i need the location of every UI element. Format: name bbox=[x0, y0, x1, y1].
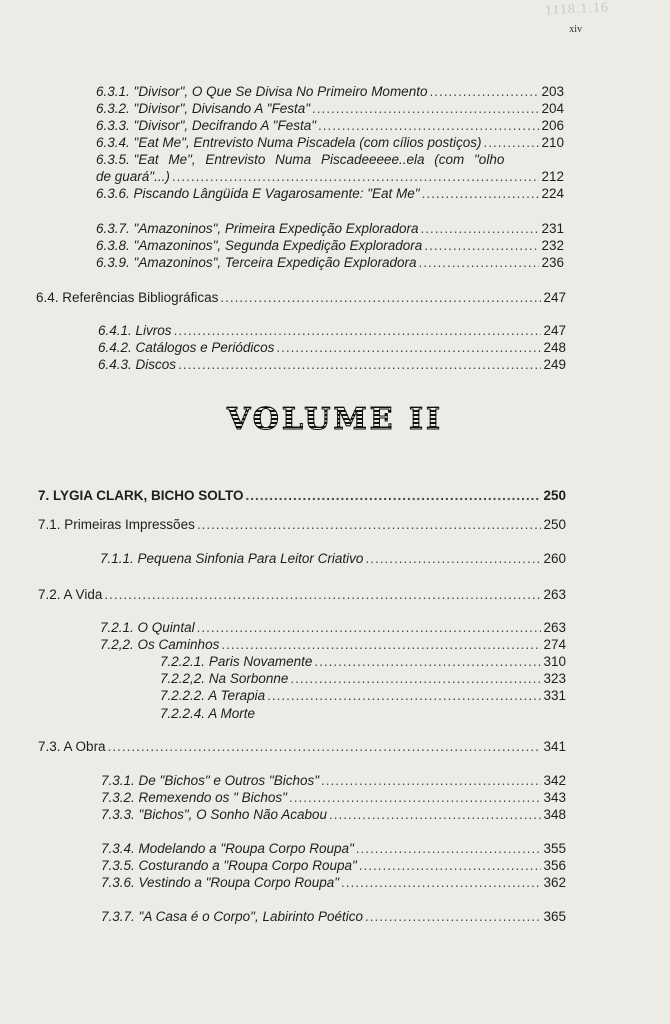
toc-page-number: 274 bbox=[543, 637, 566, 652]
toc-entry: 7.3.2. Remexendo os " Bichos" ..... 343 bbox=[101, 789, 566, 806]
toc-page-number: 247 bbox=[543, 290, 566, 305]
toc-page-number: 232 bbox=[541, 238, 564, 253]
toc-page-number: 355 bbox=[543, 841, 566, 856]
toc-entry: 6.3.6. Piscando Lângüida E Vagarosamente: "Eat Me" ..... 224 bbox=[96, 185, 564, 202]
toc-entry: 6.4.3. Discos ..... 249 bbox=[98, 356, 566, 373]
toc-page-number: 250 bbox=[543, 517, 566, 532]
leader-dots bbox=[108, 738, 542, 755]
leader-dots bbox=[221, 636, 541, 653]
toc-section-entry: 7.2. A Vida ..... 263 bbox=[38, 586, 566, 603]
toc-page-number: 356 bbox=[543, 858, 566, 873]
toc-page-number: 323 bbox=[543, 671, 566, 686]
toc-page-number: 341 bbox=[543, 739, 566, 754]
toc-entry: 6.3.8. "Amazoninos", Segunda Expedição Exploradora ..... 232 bbox=[96, 237, 564, 254]
leader-dots bbox=[276, 339, 541, 356]
toc-page-number: 224 bbox=[541, 186, 564, 201]
toc-entry: 7.3.6. Vestindo a "Roupa Corpo Roupa" ..... 362 bbox=[101, 874, 566, 891]
leader-dots bbox=[359, 857, 542, 874]
toc-entry: 7.2.2.4. A Morte bbox=[160, 706, 256, 721]
toc-entry: 7.1.1. Pequena Sinfonia Para Leitor Criativo ..... 260 bbox=[100, 550, 566, 567]
toc-page-number: 263 bbox=[543, 620, 566, 635]
toc-entry: 6.3.9. "Amazoninos", Terceira Expedição Exploradora ..... 236 bbox=[96, 254, 564, 271]
toc-entry: 6.3.1. "Divisor", O Que Se Divisa No Primeiro Momento ..... 203 bbox=[96, 83, 564, 100]
toc-page-number: 310 bbox=[543, 654, 566, 669]
leader-dots bbox=[365, 908, 541, 925]
toc-entry: 7.3.1. De "Bichos" e Outros "Bichos" ..... 342 bbox=[101, 772, 566, 789]
toc-section-entry: 6.4. Referências Bibliográficas ..... 247 bbox=[36, 289, 566, 306]
leader-dots bbox=[172, 168, 540, 185]
toc-entry: 7.3.3. "Bichos", O Sonho Não Acabou ..... 348 bbox=[101, 806, 566, 823]
leader-dots bbox=[104, 586, 541, 603]
leader-dots bbox=[365, 550, 541, 567]
toc-page-number: 212 bbox=[541, 169, 564, 184]
toc-page-number: 343 bbox=[543, 790, 566, 805]
toc-chapter-entry: 7. LYGIA CLARK, BICHO SOLTO ..... 250 bbox=[38, 487, 566, 504]
toc-section-entry: 7.1. Primeiras Impressões ..... 250 bbox=[38, 516, 566, 533]
toc-entry: 7.3.7. "A Casa é o Corpo", Labirinto Poético ..... 365 bbox=[101, 908, 566, 925]
leader-dots bbox=[484, 134, 540, 151]
leader-dots bbox=[178, 356, 541, 373]
toc-page-number: 204 bbox=[541, 101, 564, 116]
toc-entry: 7.2.2.1. Paris Novamente ..... 310 bbox=[160, 653, 566, 670]
toc-page-number: 203 bbox=[541, 84, 564, 99]
leader-dots bbox=[422, 185, 540, 202]
toc-page-number: 210 bbox=[541, 135, 564, 150]
leader-dots bbox=[197, 619, 542, 636]
leader-dots bbox=[197, 516, 542, 533]
handwritten-stamp: 1118.1.16 bbox=[544, 0, 610, 19]
leader-dots bbox=[341, 874, 541, 891]
leader-dots bbox=[419, 254, 540, 271]
leader-dots bbox=[318, 117, 539, 134]
toc-entry: 7.2.2.2. A Terapia ..... 331 bbox=[160, 687, 566, 704]
toc-page-number: 362 bbox=[543, 875, 566, 890]
leader-dots bbox=[429, 83, 539, 100]
toc-entry: de guará"...) ..... 212 bbox=[96, 168, 564, 185]
toc-page-number: 331 bbox=[543, 688, 566, 703]
toc-entry: 7.2.1. O Quintal ..... 263 bbox=[100, 619, 566, 636]
toc-entry: 6.3.3. "Divisor", Decifrando A "Festa" ..... 206 bbox=[96, 117, 564, 134]
toc-page-number: 231 bbox=[541, 221, 564, 236]
toc-page-number: 236 bbox=[541, 255, 564, 270]
leader-dots bbox=[290, 670, 541, 687]
toc-page-number: 342 bbox=[543, 773, 566, 788]
toc-entry: 6.3.4. "Eat Me", Entrevisto Numa Piscadela (com cílios postiços) ..... 210 bbox=[96, 134, 564, 151]
toc-page-number: 365 bbox=[543, 909, 566, 924]
toc-page-number: 260 bbox=[543, 551, 566, 566]
toc-page-number: 247 bbox=[543, 323, 566, 338]
leader-dots bbox=[220, 289, 541, 306]
leader-dots bbox=[174, 322, 542, 339]
toc-entry-wrapped-line: 6.3.5. "Eat Me", Entrevisto Numa Piscadeeeee..ela (com "olho bbox=[96, 152, 505, 167]
toc-entry: 6.4.2. Catálogos e Periódicos ..... 248 bbox=[98, 339, 566, 356]
leader-dots bbox=[356, 840, 542, 857]
leader-dots bbox=[314, 653, 541, 670]
leader-dots bbox=[312, 100, 539, 117]
toc-entry: 6.3.2. "Divisor", Divisando A "Festa" ..... 204 bbox=[96, 100, 564, 117]
toc-page-number: 248 bbox=[543, 340, 566, 355]
leader-dots bbox=[424, 237, 539, 254]
toc-section-entry: 7.3. A Obra ..... 341 bbox=[38, 738, 566, 755]
toc-entry: 7.3.4. Modelando a "Roupa Corpo Roupa" ..... 355 bbox=[101, 840, 566, 857]
toc-page-number: 250 bbox=[543, 488, 566, 503]
toc-page-number: 263 bbox=[543, 587, 566, 602]
page-number: xiv bbox=[569, 24, 582, 35]
leader-dots bbox=[329, 806, 541, 823]
volume-heading: VOLUME II bbox=[226, 402, 444, 437]
leader-dots bbox=[267, 687, 541, 704]
leader-dots bbox=[246, 487, 542, 504]
leader-dots bbox=[321, 772, 541, 789]
toc-entry: 7.2,2. Os Caminhos ..... 274 bbox=[100, 636, 566, 653]
leader-dots bbox=[289, 789, 542, 806]
toc-page-number: 206 bbox=[541, 118, 564, 133]
toc-entry: 7.3.5. Costurando a "Roupa Corpo Roupa" ..... 356 bbox=[101, 857, 566, 874]
toc-entry: 7.2.2,2. Na Sorbonne ..... 323 bbox=[160, 670, 566, 687]
toc-page-number: 249 bbox=[543, 357, 566, 372]
toc-entry: 6.3.7. "Amazoninos", Primeira Expedição Exploradora ..... 231 bbox=[96, 220, 564, 237]
toc-entry: 6.4.1. Livros ..... 247 bbox=[98, 322, 566, 339]
leader-dots bbox=[421, 220, 540, 237]
toc-page-number: 348 bbox=[543, 807, 566, 822]
